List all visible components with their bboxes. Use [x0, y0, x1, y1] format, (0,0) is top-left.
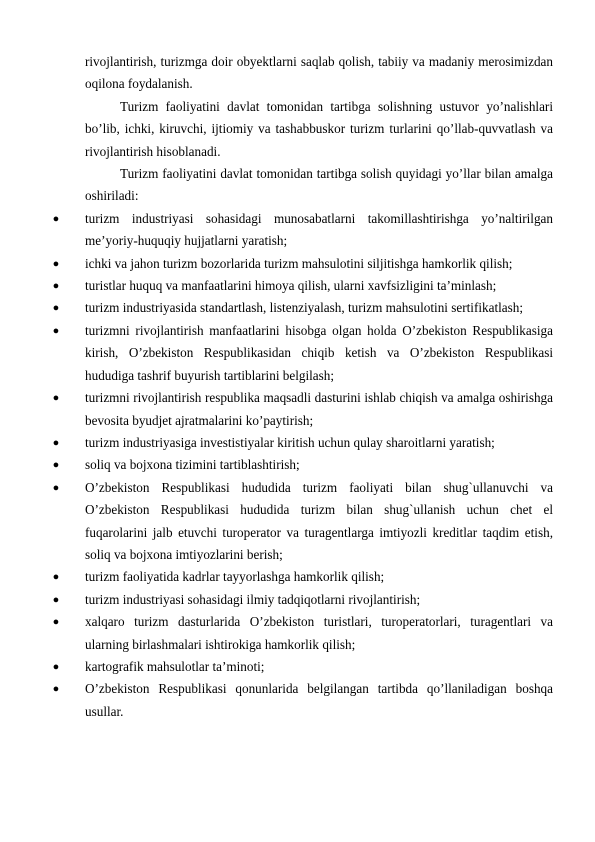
list-item: [52, 656, 553, 678]
list-item-text: soliq va bojxona tizimini tartiblashtirish;: [85, 457, 300, 473]
bullet-icon: ●: [52, 660, 60, 673]
list-item-text: turizm industriyasiga investistiyalar kiritish uchun qulay sharoitlarni yaratish;: [85, 434, 495, 450]
list-item: [52, 275, 553, 297]
list-item-text: O’zbekiston Respublikasi qonunlarida belgilangan tartibda qo’llaniladigan boshqa usullar.: [85, 681, 553, 719]
list-item: [52, 678, 553, 723]
list-item-text: turizmni rivojlantirish respublika maqsadli dasturini ishlab chiqish va amalga oshirishga bevosita byudjet ajratmalarini ko’paytirish;: [85, 390, 553, 428]
bullet-icon: ●: [52, 571, 60, 584]
bullet-icon: ●: [52, 593, 60, 606]
list-item: [52, 454, 553, 476]
list-item: [52, 566, 553, 588]
bullet-icon: ●: [52, 436, 60, 449]
regulation-methods-list: [52, 208, 553, 723]
list-item: [52, 253, 553, 275]
bullet-icon: ●: [52, 324, 60, 337]
list-item-text: turizm industriyasi sohasidagi munosabatlarni takomillashtirishga yo’naltirilgan me’yoriy-huquqiy hujjatlarni yaratish;: [85, 210, 553, 249]
bullet-icon: ●: [52, 212, 60, 225]
list-item-text: kartografik mahsulotlar ta’minoti;: [85, 658, 265, 674]
list-item-text: turizm industriyasida standartlash, listenziyalash, turizm mahsulotini sertifikatlash;: [85, 300, 524, 316]
priority-directions-paragraph: Turizm faoliyatini davlat tomonidan tartibga solishning ustuvor yo’nalishlari bo’lib, ichki, kiruvchi, ijtiomiy va tashabbuskor turizm turlarini qo’llab-quvvatlash va rivojlantirish hisoblanadi.: [85, 98, 553, 159]
list-item: [52, 432, 553, 454]
bullet-icon: ●: [52, 481, 60, 494]
bullet-icon: ●: [52, 392, 60, 405]
bullet-icon: ●: [52, 459, 60, 472]
list-item-text: turistlar huquq va manfaatlarini himoya qilish, ularni xavfsizligini ta’minlash;: [85, 278, 497, 294]
bullet-icon: ●: [52, 280, 60, 293]
bullet-icon: ●: [52, 257, 60, 270]
regulation-methods-intro: Turizm faoliyatini davlat tomonidan tartibga solish quyidagi yo’llar bilan amalga oshiriladi:: [85, 166, 553, 204]
list-item-text: xalqaro turizm dasturlarida O’zbekiston turistlari, turoperatorlari, turagentlari va ularning birlashmalari ishtirokiga hamkorlik qilish;: [85, 614, 553, 652]
list-item: [52, 297, 553, 319]
list-item: [52, 387, 553, 432]
list-item: [52, 589, 553, 611]
list-item-text: ichki va jahon turizm bozorlarida turizm mahsulotini siljitishga hamkorlik qilish;: [85, 255, 513, 271]
list-item: [52, 611, 553, 656]
list-item: [52, 208, 553, 253]
list-item-text: turizm industriyasi sohasidagi ilmiy tadqiqotlarni rivojlantirish;: [85, 591, 421, 607]
bullet-icon: ●: [52, 616, 60, 629]
list-item-text: O’zbekiston Respublikasi hududida turizm faoliyati bilan shug`ullanuvchi va O’zbekiston Respublikasi hududida turizm bilan shug`ullanish uchun chet el fuqarolarini jalb etuvchi turoperator va turagentlarga imtiyozli kreditlar taqdim etish, soliq va bojxona imtiyozlarini berish;: [85, 479, 553, 562]
bullet-icon: ●: [52, 683, 60, 696]
list-item: [52, 477, 553, 567]
bullet-icon: ●: [52, 302, 60, 315]
continuation-paragraph: rivojlantirish, turizmga doir obyektlarni saqlab qolish, tabiiy va madaniy merosimizdan oqilona foydalanish.: [85, 54, 553, 92]
list-item: [52, 320, 553, 387]
list-item-text: turizmni rivojlantirish manfaatlarini hisobga olgan holda O’zbekiston Respublikasiga kirish, O’zbekiston Respublikasidan chiqib ketish va O’zbekiston Respublikasi hududiga tashrif buyurish tartiblarini belgilash;: [85, 322, 553, 383]
document-page: [52, 51, 553, 723]
list-item-text: turizm faoliyatida kadrlar tayyorlashga hamkorlik qilish;: [85, 569, 385, 585]
